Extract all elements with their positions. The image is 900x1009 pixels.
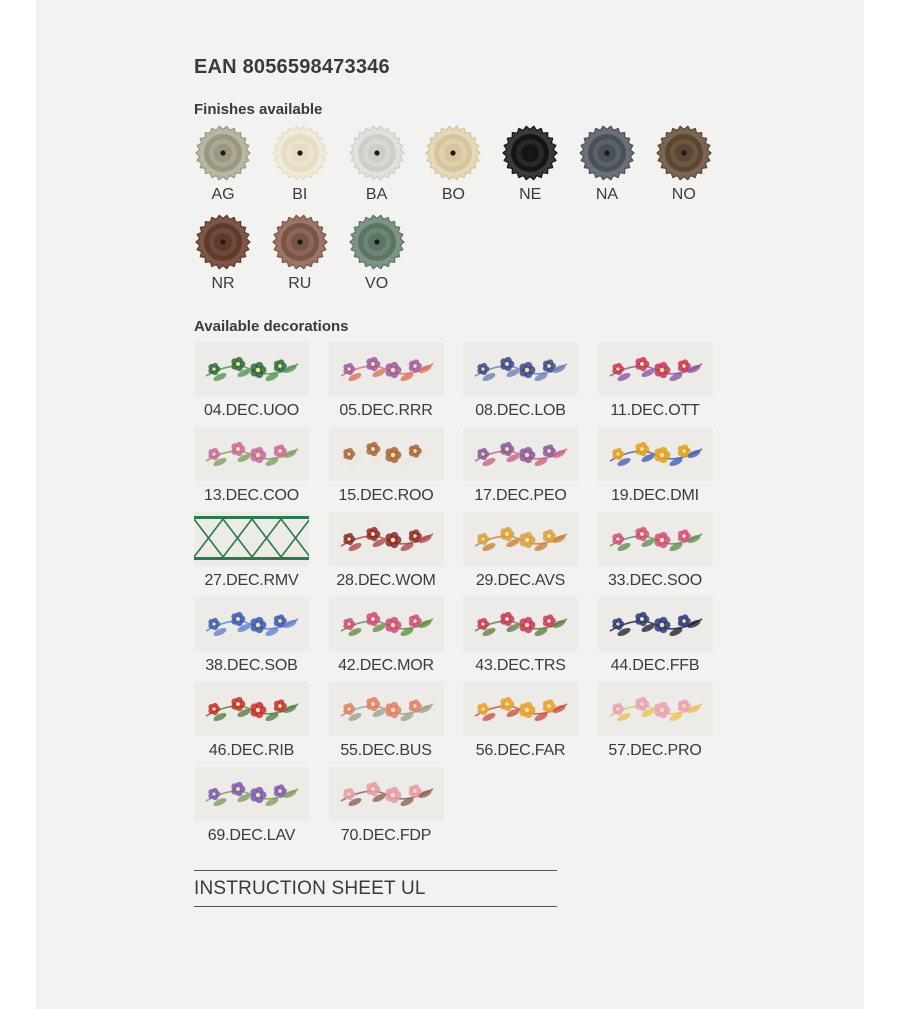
decoration-code: 29.DEC.AVS [475,572,566,589]
decoration-item[interactable] [598,512,733,597]
finish-swatch[interactable] [655,124,732,213]
decoration-code: 27.DEC.RMV [204,572,299,589]
instruction-sheet-link[interactable]: INSTRUCTION SHEET UL [194,878,426,899]
decoration-item[interactable] [463,682,598,767]
red-berries-icon [194,682,309,736]
decoration-item[interactable] [194,682,329,767]
rose-bouquet-icon [598,342,713,396]
knob-finish-icon [655,124,713,182]
yellow-flowers-icon [463,682,578,736]
decoration-item[interactable] [598,597,733,682]
finish-swatch[interactable] [271,213,348,302]
decoration-item[interactable] [463,512,598,597]
finish-code: BA [365,186,388,203]
finish-code: NR [211,275,235,292]
decoration-code: 42.DEC.MOR [338,657,434,674]
small-flowers-icon [194,427,309,481]
green-lattice-icon [194,512,309,566]
knob-finish-icon [271,213,329,271]
decoration-item[interactable] [329,342,464,427]
decoration-code: 19.DEC.DMI [611,487,699,504]
ivy-leaves-icon [194,342,309,396]
knob-finish-icon [424,124,482,182]
finish-swatch[interactable] [578,124,655,213]
pink-roses-icon [598,682,713,736]
decoration-item[interactable] [463,342,598,427]
finish-code: NA [595,186,619,203]
decoration-item[interactable] [194,512,329,597]
decoration-code: 28.DEC.WOM [336,572,436,589]
mixed-flowers-icon [598,427,713,481]
finish-swatch[interactable] [194,124,271,213]
decoration-code: 15.DEC.ROO [338,487,434,504]
decoration-code: 05.DEC.RRR [339,402,433,419]
instruction-sheet-row [194,870,557,907]
decoration-item[interactable] [329,427,464,512]
floral-branch-icon [329,342,444,396]
product-details [194,56,754,907]
finishes-title: Finishes available [194,101,323,118]
finish-code: NO [671,186,696,203]
grape-garland-icon [463,342,578,396]
decoration-code: 17.DEC.PEO [474,487,567,504]
finish-swatch[interactable] [501,124,578,213]
finish-swatch[interactable] [194,213,271,302]
decoration-code: 56.DEC.FAR [475,742,566,759]
small-bouquets-icon [463,427,578,481]
decoration-code: 04.DEC.UOO [204,402,299,419]
decoration-code: 38.DEC.SOB [205,657,298,674]
finish-swatch[interactable] [348,124,425,213]
burgundy-flowers-icon [329,512,444,566]
wheat-icon [463,512,578,566]
decoration-code: 46.DEC.RIB [208,742,295,759]
decoration-code: 11.DEC.OTT [610,402,700,419]
lavender-icon [194,767,309,821]
decoration-item[interactable] [194,597,329,682]
knob-finish-icon [578,124,636,182]
peach-rose-icon [329,682,444,736]
decoration-code: 33.DEC.SOO [607,572,703,589]
decoration-item[interactable] [329,597,464,682]
decoration-item[interactable] [329,682,464,767]
decorations-title: Available decorations [194,318,349,335]
finishes-list [194,124,734,302]
decorations-list [194,342,754,852]
product-panel [36,0,864,1009]
knob-finish-icon [501,124,559,182]
decoration-item[interactable] [194,342,329,427]
finish-code: RU [288,275,312,292]
knob-finish-icon [348,213,406,271]
finish-code: BO [441,186,465,203]
rose-garland-icon [329,597,444,651]
finish-code: AG [211,186,235,203]
blue-flowers-icon [598,597,713,651]
knob-finish-icon [194,213,252,271]
decoration-item[interactable] [194,767,329,852]
decoration-item[interactable] [598,682,733,767]
decoration-item[interactable] [598,427,733,512]
decoration-code: 69.DEC.LAV [207,827,296,844]
ean-code: EAN 8056598473346 [194,56,390,78]
decoration-item[interactable] [329,767,464,852]
finish-code: BI [292,186,308,203]
finish-swatch[interactable] [271,124,348,213]
decoration-code: 44.DEC.FFB [610,657,700,674]
finish-swatch[interactable] [424,124,501,213]
decoration-code: 55.DEC.BUS [340,742,432,759]
decoration-item[interactable] [598,342,733,427]
decoration-code: 43.DEC.TRS [475,657,566,674]
finish-code: NE [519,186,542,203]
decoration-code: 13.DEC.COO [204,487,299,504]
decoration-item[interactable] [194,427,329,512]
knob-finish-icon [348,124,406,182]
decoration-code: 70.DEC.FDP [340,827,432,844]
finish-swatch[interactable] [348,213,425,302]
decoration-item[interactable] [329,512,464,597]
clover-icon [463,597,578,651]
knob-finish-icon [271,124,329,182]
decoration-item[interactable] [463,427,598,512]
blue-bows-icon [194,597,309,651]
pink-sprigs-icon [598,512,713,566]
decoration-code: 57.DEC.PRO [608,742,702,759]
knob-finish-icon [194,124,252,182]
finish-code: VO [365,275,389,292]
decoration-code: 08.DEC.LOB [475,402,566,419]
decoration-item[interactable] [463,597,598,682]
large-rose-icon [329,427,444,481]
blossom-branch-icon [329,767,444,821]
